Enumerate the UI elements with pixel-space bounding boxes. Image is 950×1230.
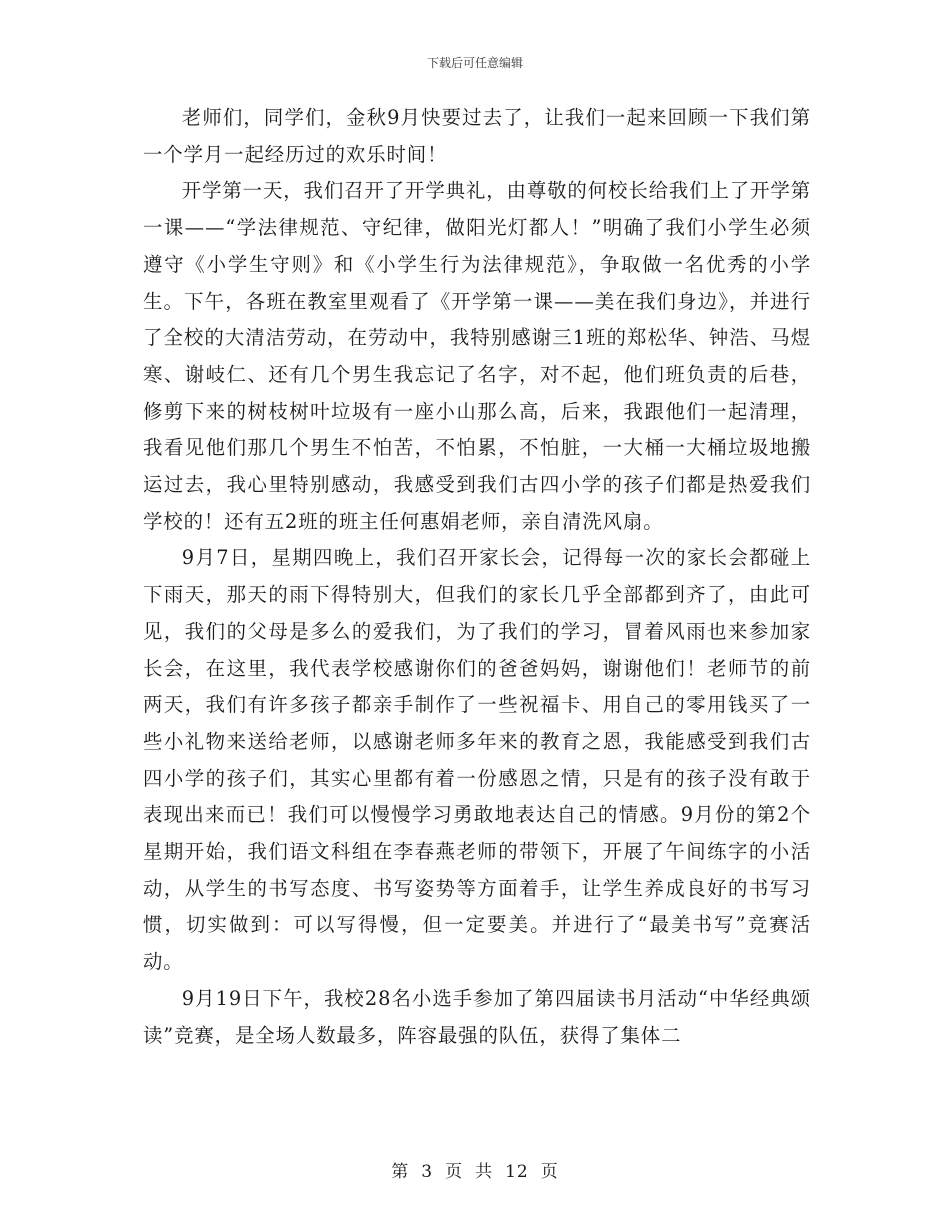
paragraph-reading-contest: 9月19日下午，我校28名小选手参加了第四届读书月活动“中华经典颂读”竞赛，是全场人数最多，阵容最强的队伍，获得了集体二 [143,986,811,1047]
paragraph-parent-meeting: 9月7日，星期四晚上，我们召开家长会，记得每一次的家长会都碰上下雨天，那天的雨下得特别大，但我们的家长几乎全部都到齐了，由此可见，我们的父母是多么的爱我们，为了我们的学习，冒着风雨也来参加家长会，在这里，我代表学校感谢你们的爸爸妈妈，谢谢他们！老师节的前两天，我们有许多孩子都亲手制作了一些祝福卡、用自己的零用钱买了一些小礼物来送给老师，以感谢老师多年来的教育之恩，我能感受到我们古四小学的孩子们，其实心里都有着一份感恩之情，只是有的孩子没有敢于表现出来而已！我们可以慢慢学习勇敢地表达自己的情感。9月份的第2个星期开始，我们语文科组在李春燕老师的带领下，开展了午间练字的小活动，从学生的书写态度、书写姿势等方面着手，让学生养成良好的书写习惯，切实做到：可以写得慢，但一定要美。并进行了“最美书写”竞赛活动。 [143,546,811,974]
paragraph-intro: 老师们，同学们，金秋9月快要过去了，让我们一起来回顾一下我们第一个学月一起经历过的欢乐时间！ [143,106,811,166]
footer-prefix: 第 [391,1162,410,1182]
header-note: 下载后可任意编辑 [426,56,523,70]
footer-total-word: 共 [475,1162,494,1182]
footer-suffix: 页 [540,1162,559,1182]
total-pages-number: 12 [505,1162,529,1182]
page-footer [0,1157,950,1182]
current-page-number: 3 [421,1162,434,1182]
footer-page-word: 页 [445,1162,464,1182]
document-body [143,100,811,1054]
paragraph-first-day: 开学第一天，我们召开了开学典礼，由尊敬的何校长给我们上了开学第一课——“学法律规范、守纪律，做阳光灯都人！”明确了我们小学生必须遵守《小学生守则》和《小学生行为法律规范》，争取做一名优秀的小学生。下午，各班在教室里观看了《开学第一课——美在我们身边》，并进行了全校的大清洁劳动，在劳动中，我特别感谢三1班的郑松华、钟浩、马煜寒、谢岐仁、还有几个男生我忘记了名字，对不起，他们班负责的后巷，修剪下来的树枝树叶垃圾有一座小山那么高，后来，我跟他们一起清理，我看见他们那几个男生不怕苦，不怕累，不怕脏，一大桶一大桶垃圾地搬运过去，我心里特别感动，我感受到我们古四小学的孩子们都是热爱我们学校的！还有五2班的班主任何惠娟老师，亲自清洗风扇。 [143,179,811,533]
